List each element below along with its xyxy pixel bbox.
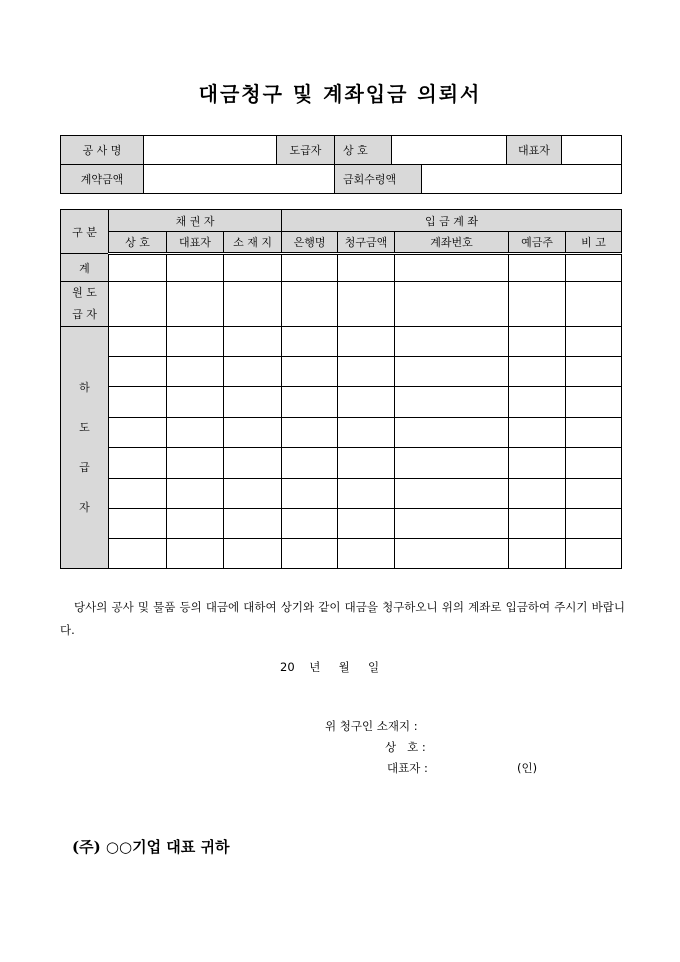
cell[interactable] [509,327,566,357]
cell[interactable] [509,539,566,569]
cell[interactable] [338,509,395,539]
cell[interactable] [395,282,509,327]
prime-contractor-label-line2: 급 자 [72,308,97,321]
trade-name-label: 상 호 [335,136,392,165]
cell[interactable] [224,509,282,539]
cell[interactable] [509,448,566,479]
cell[interactable] [338,539,395,569]
table-row [61,539,622,569]
cell[interactable] [224,448,282,479]
prime-contractor-label [61,282,109,327]
cell[interactable] [167,357,224,387]
cell[interactable] [338,418,395,448]
date-line: 20 년 월 일 [280,660,380,674]
cell[interactable] [395,327,509,357]
cell[interactable] [509,387,566,418]
cell[interactable] [224,254,282,282]
contractor-label: 도급자 [277,136,335,165]
cell[interactable] [566,254,622,282]
project-info-table [60,135,622,194]
cell[interactable] [109,282,167,327]
this-time-amount-field[interactable] [422,165,622,194]
project-name-label: 공 사 명 [61,136,144,165]
cell[interactable] [566,387,622,418]
cell[interactable] [566,418,622,448]
project-name-field[interactable] [144,136,277,165]
cell[interactable] [282,327,338,357]
cell[interactable] [109,539,167,569]
cell[interactable] [109,387,167,418]
cell[interactable] [566,539,622,569]
cell[interactable] [167,479,224,509]
cell[interactable] [167,254,224,282]
cell[interactable] [224,418,282,448]
cell[interactable] [395,479,509,509]
claim-table [60,209,622,569]
cell[interactable] [282,357,338,387]
cell[interactable] [167,448,224,479]
cell[interactable] [224,387,282,418]
cell[interactable] [109,357,167,387]
cell[interactable] [167,539,224,569]
cell[interactable] [224,479,282,509]
cell[interactable] [338,327,395,357]
subcontractor-label [61,327,109,569]
document-title: 대금청구 및 계좌입금 의뢰서 [198,82,482,106]
cell[interactable] [282,539,338,569]
deposit-account-header: 입 금 계 좌 [282,210,622,232]
table-row [61,327,622,357]
cell[interactable] [395,387,509,418]
cell[interactable] [395,539,509,569]
subcontractor-char-1: 하 [79,380,90,394]
cell[interactable] [282,448,338,479]
cell[interactable] [109,327,167,357]
cell[interactable] [167,327,224,357]
col-bank-name: 은행명 [282,232,338,254]
cell[interactable] [395,357,509,387]
seal-mark: (인) [517,761,538,775]
cell[interactable] [509,479,566,509]
cell[interactable] [395,448,509,479]
prime-contractor-label-line1: 원 도 [72,286,97,299]
representative-label: 대표자 [507,136,562,165]
cell[interactable] [282,509,338,539]
cell[interactable] [224,327,282,357]
cell[interactable] [282,282,338,327]
cell[interactable] [167,509,224,539]
cell[interactable] [282,418,338,448]
creditor-header: 채 권 자 [109,210,282,232]
this-time-amount-label: 금회수령액 [335,165,422,194]
cell[interactable] [395,418,509,448]
cell[interactable] [338,387,395,418]
cell[interactable] [109,254,167,282]
cell[interactable] [338,282,395,327]
cell[interactable] [566,282,622,327]
table-row [61,418,622,448]
trade-name-field[interactable] [392,136,507,165]
table-row [61,509,622,539]
total-row-label: 계 [61,254,109,282]
cell[interactable] [109,418,167,448]
cell[interactable] [395,254,509,282]
representative-field[interactable] [562,136,622,165]
cell[interactable] [509,282,566,327]
cell[interactable] [509,418,566,448]
col-depositor: 예금주 [509,232,566,254]
cell[interactable] [224,539,282,569]
addressee: (주) ○○기업 대표 귀하 [72,838,230,856]
col-claim-amount: 청구금액 [338,232,395,254]
cell[interactable] [566,357,622,387]
cell[interactable] [566,448,622,479]
table-row [61,479,622,509]
cell[interactable] [224,282,282,327]
cell[interactable] [282,387,338,418]
cell[interactable] [167,387,224,418]
table-row [61,282,622,327]
cell[interactable] [566,327,622,357]
subcontractor-char-2: 도 [79,420,90,434]
cell[interactable] [395,509,509,539]
cell[interactable] [109,479,167,509]
subcontractor-char-4: 자 [79,500,90,514]
col-account-number: 계좌번호 [395,232,509,254]
cell[interactable] [338,357,395,387]
table-row [61,254,622,282]
cell[interactable] [109,448,167,479]
division-header: 구 분 [61,210,109,254]
cell[interactable] [282,479,338,509]
cell[interactable] [167,418,224,448]
cell[interactable] [566,509,622,539]
cell[interactable] [338,254,395,282]
cell[interactable] [338,448,395,479]
cell[interactable] [167,282,224,327]
cell[interactable] [509,357,566,387]
signature-representative-label: 대표자 : [387,761,428,775]
table-row [61,357,622,387]
table-row [61,387,622,418]
table-row [61,448,622,479]
cell[interactable] [282,254,338,282]
col-representative: 대표자 [167,232,224,254]
col-trade-name: 상 호 [109,232,167,254]
cell[interactable] [509,509,566,539]
signature-trade-name-label: 상 호 : [385,740,426,754]
contract-amount-field[interactable] [144,165,335,194]
cell[interactable] [109,509,167,539]
cell[interactable] [224,357,282,387]
subcontractor-char-3: 급 [79,460,90,474]
signature-address-label: 위 청구인 소재지 : [325,719,418,733]
contract-amount-label: 계약금액 [61,165,144,194]
cell[interactable] [338,479,395,509]
col-remarks: 비 고 [566,232,622,254]
claim-statement: 당사의 공사 및 물품 등의 대금에 대하여 상기와 같이 대금을 청구하오니 위의 계좌로 입금하여 주시기 바랍니다. [60,600,625,637]
cell[interactable] [566,479,622,509]
col-address: 소 재 지 [224,232,282,254]
cell[interactable] [509,254,566,282]
